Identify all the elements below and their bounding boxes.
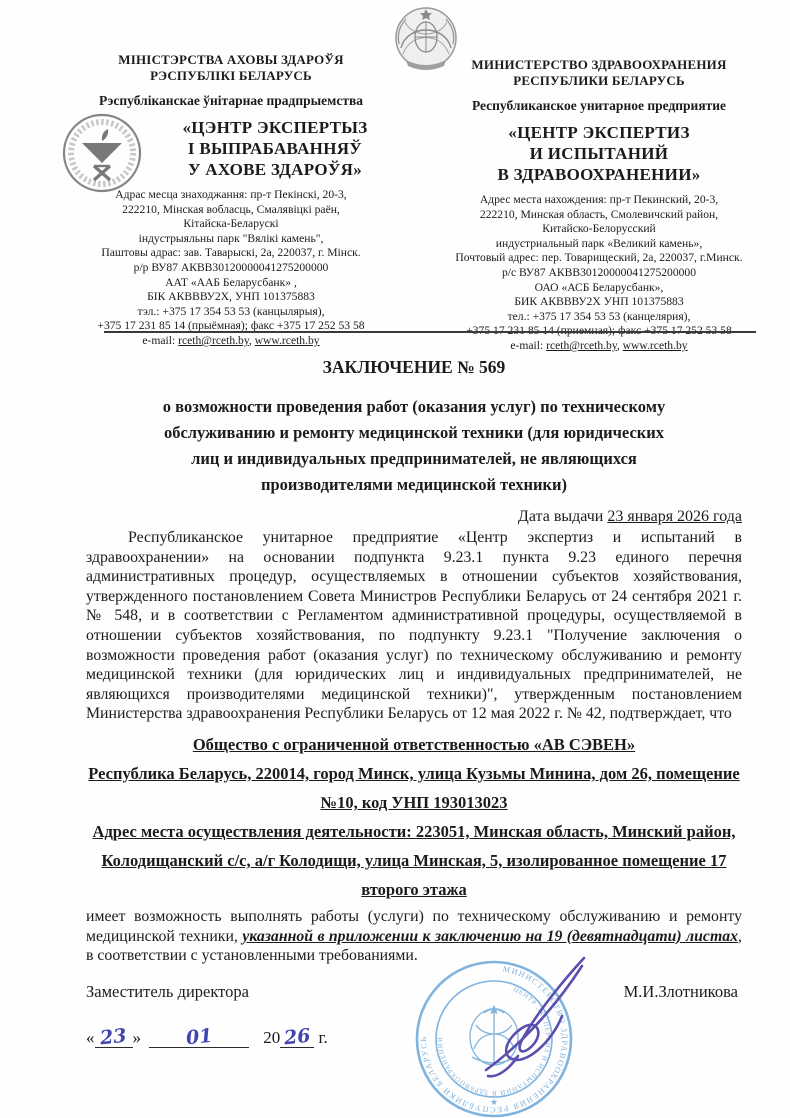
- org-name-ru: «ЦЕНТР ЭКСПЕРТИЗ И ИСПЫТАНИЙ В ЗДРАВООХРАНЕНИИ»: [497, 123, 701, 184]
- issue-date-value: 23 января 2026 года: [607, 508, 742, 525]
- stamp-star: ★: [489, 1097, 499, 1107]
- org-name-by: «ЦЭНТР ЭКСПЕРТЫЗ І ВЫПРАБАВАННЯЎ У АХОВЕ ЗДАРОЎЯ»: [182, 118, 368, 179]
- attachment-emphasis: указанной в приложении к заключению на 19 (девятнадцати) листах: [242, 927, 739, 945]
- rceth-logo-icon: [60, 110, 144, 196]
- document-subtitle: о возможности проведения работ (оказания услуг) по техническому обслуживанию и ремонту медицинской техники (для юридических лиц и индивидуальных предпринимателей, не являющихся производителями медицинской техники): [162, 397, 666, 494]
- signer-name: М.И.Злотникова: [623, 981, 738, 1001]
- stamp-ring-text-outer: МИНИСТЕРСТВО ЗДРАВООХРАНЕНИЯ РЕСПУБЛИКИ БЕЛАРУСЬ: [418, 964, 570, 1115]
- enterprise-type-ru: Республиканское унитарное предприятие: [471, 98, 727, 113]
- email-link[interactable]: rceth@rceth.by: [178, 333, 249, 347]
- letterhead-left-column: [58, 52, 404, 349]
- header-divider: [104, 331, 756, 333]
- email-line-by: e-mail: rceth@rceth.by, www.rceth.by: [142, 333, 320, 347]
- enterprise-type-by: Рэспубліканскае ўнітарнае прадпрыемства: [98, 93, 364, 108]
- website-link[interactable]: www.rceth.by: [622, 338, 688, 352]
- stamp-ring-text-inner: ЦЕНТР ЭКСПЕРТИЗ И ИСПЫТАНИЙ В ЗДРАВООХРАНЕНИИ: [436, 986, 552, 1097]
- document-body: [86, 347, 742, 1048]
- document-title: ЗАКЛЮЧЕНИЕ № 569: [322, 357, 506, 377]
- email-line-ru: e-mail: rceth@rceth.by, www.rceth.by: [510, 338, 688, 352]
- handwritten-date-row: « 23 » 01 20 26 г.: [86, 1024, 328, 1050]
- company-address-line: Республика Беларусь, 220014, город Минск, улица Кузьмы Минина, дом 26, помещение №10, код УНП 193013023: [88, 763, 740, 812]
- website-link[interactable]: www.rceth.by: [254, 333, 320, 347]
- closing-paragraph: имеет возможность выполнять работы (услуги) по техническому обслуживанию и ремонту медицинской техники, указанной в приложении к заключению на 19 (девятнадцати) листах, в соответствии с установленными требованиями.: [86, 907, 742, 965]
- handwritten-signature-icon: [452, 948, 612, 1088]
- letterhead-right-column: [426, 57, 772, 354]
- company-name-line: Общество с ограниченной ответственностью «АВ СЭВЕН»: [192, 734, 636, 754]
- handwritten-year: 26: [282, 1024, 312, 1050]
- year-blank: [280, 1024, 314, 1050]
- ministry-name-by: МІНІСТЭРСТВА АХОВЫ ЗДАРОЎЯ РЭСПУБЛІКІ БЕЛАРУСЬ: [118, 52, 344, 83]
- month-blank: [149, 1024, 249, 1050]
- signer-position: Заместитель директора: [86, 981, 249, 1001]
- activity-address-line: Адрес места осуществления деятельности: 223051, Минская область, Минский район, Колодищанский с/с, а/г Колодищи, улица Минская, 5, изолированное помещение 17 второго этажа: [92, 821, 736, 899]
- handwritten-day: 23: [99, 1024, 128, 1050]
- address-block-ru: Адрес места нахождения: пр-т Пекинский, 20-3, 222210, Минская область, Смолевичский район, Китайско-Белорусский индустриальный парк «Великий камень», Почтовый адрес: пер. Товарищеский, 2а, 220037, г.Минск. р/с ВУ87 АКВВ30120000041275200000 ОАО «АСБ Беларусбанк», БИК АКВВВУ2Х УНП 101375883 тел.: +375 17 354 53 53 (канцелярия), +375 17 231 85 14 (приемная); факс +375 17 252 53 58 e-mail: rceth@rceth.by, www.rceth.by: [426, 193, 772, 354]
- handwritten-month: 01: [184, 1024, 214, 1050]
- ministry-name-ru: МИНИСТЕРСТВО ЗДРАВООХРАНЕНИЯ РЕСПУБЛИКИ БЕЛАРУСЬ: [471, 57, 727, 88]
- email-link[interactable]: rceth@rceth.by: [546, 338, 617, 352]
- issue-date-line: Дата выдачи 23 января 2026 года: [517, 508, 742, 525]
- day-blank: [95, 1024, 133, 1050]
- address-block-by: Адрас месца знаходжання: пр-т Пекінскі, 20-3, 222210, Мінская вобласць, Смалявіцкі раён, Кітайска-Беларускі індустрыяльны парк "Вялікі камень", Паштовы адрас: зав. Таварыскі, 2а, 220037, г. Мінск. р/р ВУ87 АКВВ30120000041275200000 ААТ «ААБ Беларусбанк» , БІК АКВВВУ2Х, УНП 101375883 тэл.: +375 17 354 53 53 (канцылярыя), +375 17 231 85 14 (прыёмная); факс +375 17 252 53 58 e-mail: rceth@rceth.by, www.rceth.by: [58, 188, 404, 349]
- company-details-block: [86, 730, 742, 904]
- legal-basis-paragraph: Республиканское унитарное предприятие «Центр экспертиз и испытаний в здравоохранении» на основании подпункта 9.23.1 пункта 9.23 единого перечня административных процедур, осуществляемых в отношении субъектов хозяйствования, утвержденного постановлением Совета Министров Республики Беларусь от 24 сентября 2021 г. № 548, и в соответствии с Регламентом административной процедуры, осуществляемой в отношении субъектов хозяйствования, по подпункту 9.23.1 "Получение заключения о возможности проведения работ (оказания услуг) по техническому обслуживанию и ремонту медицинской техники (для юридических лиц и индивидуальных предпринимателей, не являющихся производителями медицинской техники)", утвержденным постановлением Министерства здравоохранения Республики Беларусь от 12 мая 2022 г. № 42, подтверждает, что: [86, 529, 742, 723]
